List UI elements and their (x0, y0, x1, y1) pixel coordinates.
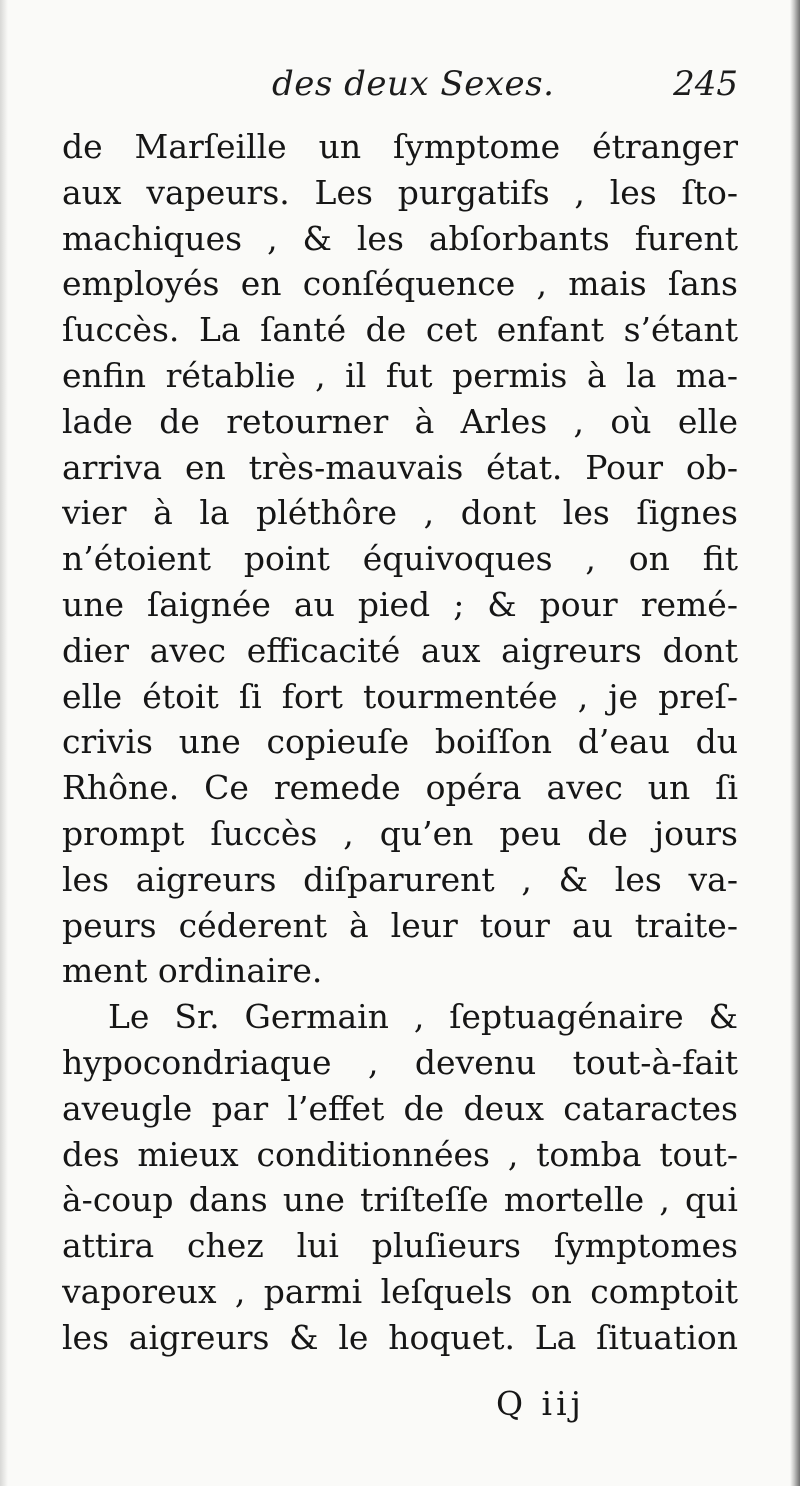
text-line: lade de retourner à Arles , où elle (62, 401, 738, 441)
page-number: 245 (673, 64, 738, 104)
text-line: vier à la pléthôre , dont les ſignes (62, 493, 738, 533)
paragraph-2 (62, 994, 738, 1360)
page-edge-right (790, 0, 800, 1486)
text-line: prompt ſuccès , qu’en peu de jours (62, 813, 738, 853)
text-line: Le Sr. Germain , ſeptuagénaire & (108, 997, 738, 1037)
text-line: elle étoit ſi fort tourmentée , je preſ- (62, 676, 738, 716)
text-line: de Marſeille un ſymptome étranger (62, 127, 738, 166)
text-line: à-coup dans une triſteſſe mortelle , qui (62, 1180, 738, 1220)
text-line: ment ordinaire. (62, 951, 323, 991)
text-line: hypocondriaque , devenu tout-à-fait (62, 1042, 738, 1082)
text-line: peurs céderent à leur tour au traite- (62, 905, 738, 945)
text-line: arriva en très-mauvais état. Pour ob- (62, 447, 738, 487)
paragraph-1 (62, 124, 738, 994)
text-line: n’étoient point équivoques , on fit (62, 539, 738, 579)
body-text (62, 124, 738, 1361)
text-line: ſuccès. La ſanté de cet enfant s’étant (62, 310, 738, 350)
text-line: les aigreurs & le hoquet. La ſituation (62, 1317, 738, 1357)
page-edge-left (0, 0, 8, 1486)
text-line: vaporeux , parmi leſquels on comptoit (62, 1271, 738, 1311)
text-line: les aigreurs diſparurent , & les va- (62, 859, 738, 899)
text-line: dier avec efficacité aux aigreurs dont (62, 630, 738, 670)
text-line: attira chez lui pluſieurs ſymptomes (62, 1226, 738, 1266)
page-header (62, 60, 738, 120)
signature-mark: Q iij (496, 1384, 585, 1423)
running-title: des deux Sexes. (272, 64, 555, 104)
text-line: aveugle par l’effet de deux cataractes (62, 1088, 738, 1128)
text-line: enfin rétablie , il fut permis à la ma- (62, 355, 738, 395)
text-line: machiques , & les abſorbants furent (62, 218, 738, 258)
text-line: une ſaignée au pied ; & pour remé- (62, 584, 738, 624)
text-line: Rhône. Ce remede opéra avec un ſi (62, 768, 738, 808)
text-line: crivis une copieuſe boiſſon d’eau du (62, 722, 738, 762)
text-line: aux vapeurs. Les purgatifs , les ſto- (62, 172, 738, 212)
text-line: des mieux conditionnées , tomba tout- (62, 1134, 738, 1174)
text-line: employés en conſéquence , mais ſans (62, 264, 738, 304)
